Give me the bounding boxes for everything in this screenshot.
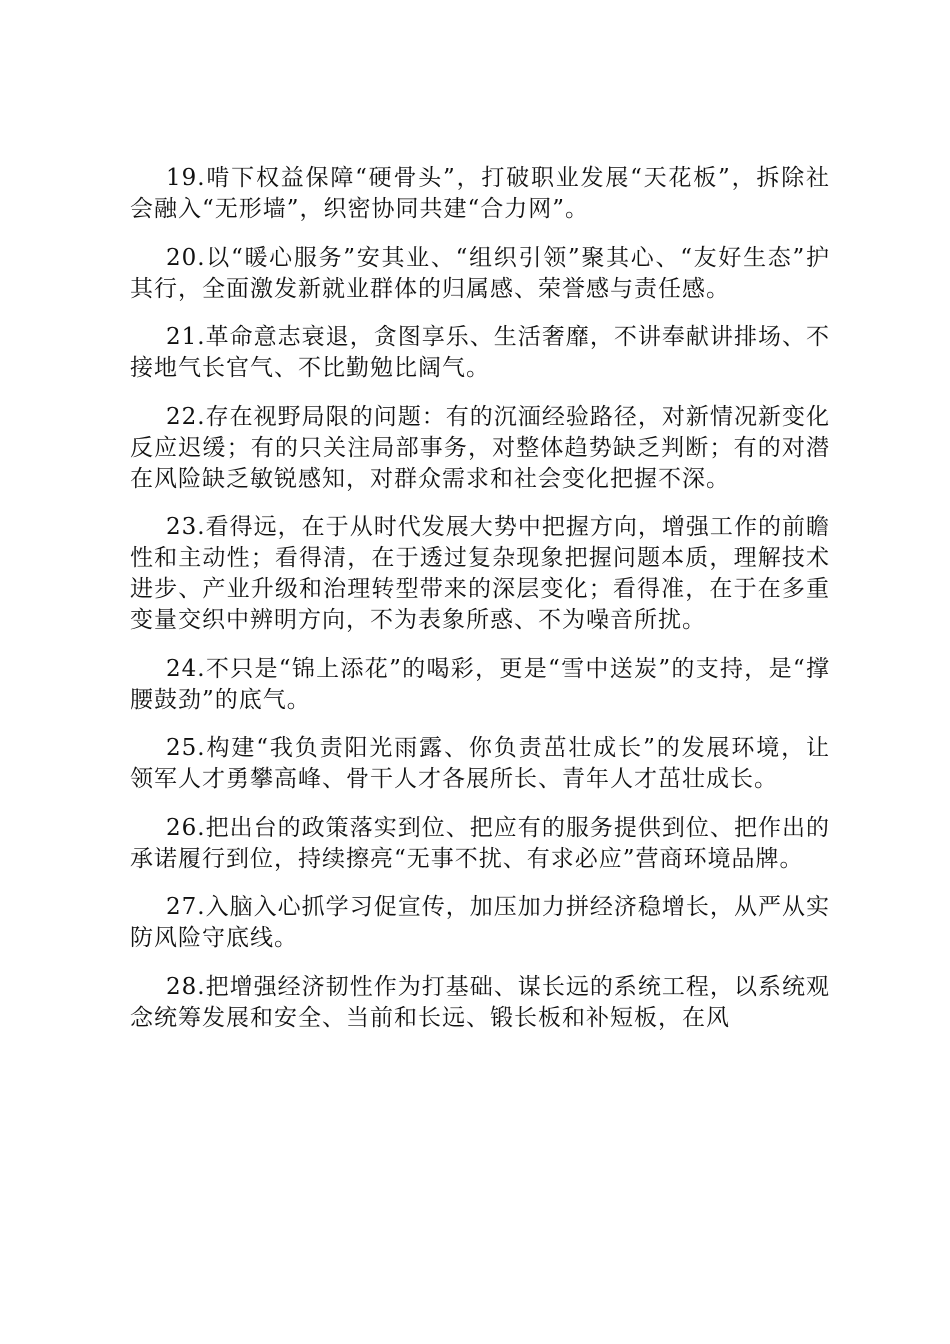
- paragraph-19: 19.啃下权益保障“硬骨头”，打破职业发展“天花板”，拆除社会融入“无形墙”，织密协同共建“合力网”。: [130, 165, 830, 222]
- paragraph-27: 27.入脑入心抓学习促宣传，加压加力拼经济稳增长，从严从实防风险守底线。: [130, 894, 830, 951]
- paragraph-21: 21.革命意志衰退，贪图享乐、生活奢靡，不讲奉献讲排场、不接地气长官气、不比勤勉比阔气。: [130, 324, 830, 381]
- document-body: [130, 163, 830, 1051]
- paragraph-22: 22.存在视野局限的问题：有的沉湎经验路径，对新情况新变化反应迟缓；有的只关注局部事务，对整体趋势缺乏判断；有的对潜在风险缺乏敏锐感知，对群众需求和社会变化把握不深。: [130, 403, 830, 492]
- paragraph-23: 23.看得远，在于从时代发展大势中把握方向，增强工作的前瞻性和主动性；看得清，在于透过复杂现象把握问题本质，理解技术进步、产业升级和治理转型带来的深层变化；看得准，在于在多重变量交织中辨明方向，不为表象所惑、不为噪音所扰。: [130, 514, 830, 633]
- paragraph-28: 28.把增强经济韧性作为打基础、谋长远的系统工程，以系统观念统筹发展和安全、当前和长远、锻长板和补短板，在风: [130, 973, 830, 1031]
- paragraph-26: 26.把出台的政策落实到位、把应有的服务提供到位、把作出的承诺履行到位，持续擦亮“无事不扰、有求必应”营商环境品牌。: [130, 814, 830, 872]
- paragraph-20: 20.以“暖心服务”安其业、“组织引领”聚其心、“友好生态”护其行，全面激发新就业群体的归属感、荣誉感与责任感。: [130, 244, 830, 302]
- paragraph-24: 24.不只是“锦上添花”的喝彩，更是“雪中送炭”的支持，是“撑腰鼓劲”的底气。: [130, 655, 830, 713]
- paragraph-25: 25.构建“我负责阳光雨露、你负责茁壮成长”的发展环境，让领军人才勇攀高峰、骨干人才各展所长、青年人才茁壮成长。: [130, 735, 830, 792]
